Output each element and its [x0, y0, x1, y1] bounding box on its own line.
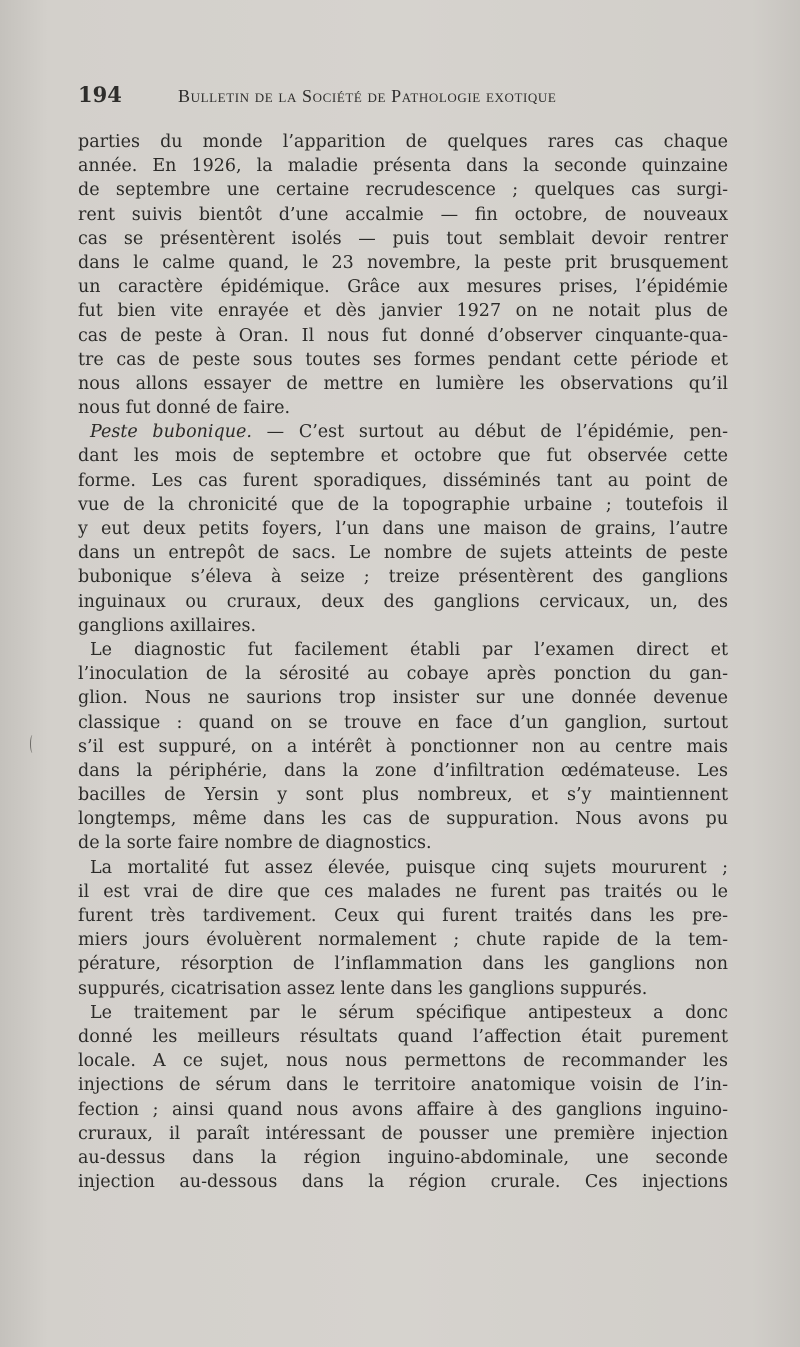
text-line: injections de sérum dans le territoire anatomique voisin de l’in- [78, 1075, 728, 1096]
margin-mark [30, 735, 35, 753]
text-line: dans un entrepôt de sacs. Le nombre de sujets atteints de peste [78, 543, 728, 564]
text-line: au-dessus dans la région inguino-abdominale, une seconde [78, 1147, 728, 1168]
text-line: un caractère épidémique. Grâce aux mesures prises, l’épidémie [78, 277, 728, 298]
page-number: 194 [78, 82, 122, 107]
text-line: inguinaux ou cruraux, deux des ganglions cervicaux, un, des [78, 591, 728, 612]
text-line: rent suivis bientôt d’une accalmie — fin octobre, de nouveaux [78, 204, 728, 225]
text-line: s’il est suppuré, on a intérêt à ponctionner non au centre mais [78, 736, 728, 757]
text-line: furent très tardivement. Ceux qui furent traités dans les pre- [78, 906, 728, 926]
text-line: ganglions axillaires. [78, 615, 257, 636]
text-line: dans la périphérie, dans la zone d’infiltration œdémateuse. Les [78, 760, 728, 781]
text-line: il est vrai de dire que ces malades ne furent pas traités ou le [78, 881, 728, 902]
text-line: parties du monde l’apparition de quelques rares cas chaque [78, 132, 728, 152]
text-line: locale. A ce sujet, nous nous permettons de recommander les [78, 1051, 728, 1072]
paragraph-mortalite [78, 856, 728, 1001]
text-line: y eut deux petits foyers, l’un dans une maison de grains, l’autre [78, 519, 728, 539]
text-line: longtemps, même dans les cas de suppuration. Nous avons pu [78, 809, 728, 830]
text-line [78, 420, 728, 444]
page-header [78, 78, 728, 118]
text-line: forme. Les cas furent sporadiques, disséminés tant au point de [78, 470, 728, 491]
text-line: miers jours évoluèrent normalement ; chute rapide de la tem- [78, 930, 728, 951]
text-line: classique : quand on se trouve en face d’un ganglion, surtout [78, 712, 728, 733]
text-line: fection ; ainsi quand nous avons affaire à des ganglions inguino- [78, 1099, 728, 1120]
text-line: cas se présentèrent isolés — puis tout semblait devoir rentrer [78, 228, 728, 249]
text-line: l’inoculation de la sérosité au cobaye après ponction du gan- [78, 664, 728, 685]
text-line: de la sorte faire nombre de diagnostics. [78, 833, 432, 854]
running-title: Bulletin de la Société de Pathologie exotique [178, 86, 557, 106]
text-line: bubonique s’éleva à seize ; treize présentèrent des ganglions [78, 567, 728, 588]
text-line: dant les mois de septembre et octobre que fut observée cette [78, 446, 728, 467]
text-line: donné les meilleurs résultats quand l’affection était purement [78, 1026, 728, 1047]
text-line: cruraux, il paraît intéressant de pousser une première injection [78, 1123, 728, 1144]
text-line-rest: — C’est surtout au début de l’épidémie, pen- [251, 422, 728, 443]
text-line: bacilles de Yersin y sont plus nombreux, et s’y maintiennent [78, 785, 728, 806]
paragraph-peste-bubonique [78, 420, 728, 638]
text-line: suppurés, cicatrisation assez lente dans les ganglions suppurés. [78, 978, 648, 999]
text-line: glion. Nous ne saurions trop insister sur une donnée devenue [78, 688, 728, 709]
paragraph-intro-continuation [78, 130, 728, 420]
text-line: Le diagnostic fut facilement établi par l’examen direct et [90, 639, 728, 660]
paragraph-traitement [78, 1001, 728, 1195]
text-line: nous allons essayer de mettre en lumière les observations qu’il [78, 373, 728, 394]
text-line: cas de peste à Oran. Il nous fut donné d’observer cinquante-qua- [78, 325, 728, 346]
text-line: vue de la chronicité que de la topographie urbaine ; toutefois il [78, 494, 728, 515]
paragraph-diagnostic [78, 638, 728, 856]
text-line: injection au-dessous dans la région crurale. Ces injections [78, 1172, 728, 1193]
article-body [78, 130, 728, 1194]
text-line: pérature, résorption de l’inflammation dans les ganglions non [78, 954, 728, 975]
section-heading-peste-bubonique: Peste bubonique. [90, 422, 252, 443]
text-line: La mortalité fut assez élevée, puisque cinq sujets moururent ; [90, 857, 728, 878]
text-line: nous fut donné de faire. [78, 398, 291, 419]
text-line: fut bien vite enrayée et dès janvier 1927 on ne notait plus de [78, 301, 728, 322]
text-line: de septembre une certaine recrudescence ; quelques cas surgi- [78, 180, 728, 201]
text-line: dans le calme quand, le 23 novembre, la peste prit brusquement [78, 252, 728, 273]
text-line: année. En 1926, la maladie présenta dans la seconde quinzaine [78, 156, 728, 177]
text-line: tre cas de peste sous toutes ses formes pendant cette période et [78, 349, 728, 370]
text-line: Le traitement par le sérum spécifique antipesteux a donc [90, 1002, 728, 1023]
